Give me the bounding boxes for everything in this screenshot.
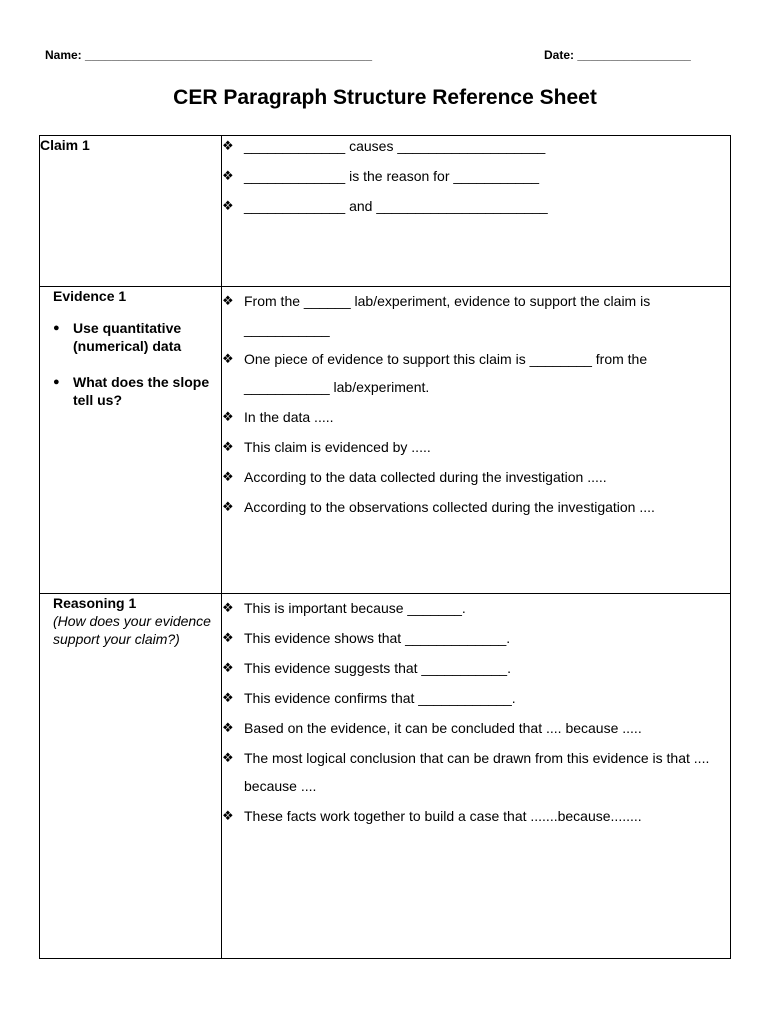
claim-item: ❖ _____________ and ______________________ <box>222 196 730 216</box>
reasoning-sentence-starters <box>222 594 731 959</box>
evidence-item: ❖ According to the data collected during the investigation ..... <box>222 463 730 491</box>
claim-sentence-starters <box>222 136 731 287</box>
date-field-label: Date: _________________ <box>544 48 691 62</box>
evidence-row <box>40 287 731 594</box>
evidence-item: ❖ In the data ..... <box>222 403 730 431</box>
reasoning-item: ❖ This is important because _______. <box>222 594 730 622</box>
reasoning-item: ❖ This evidence shows that _____________. <box>222 624 730 652</box>
claim-row <box>40 136 731 287</box>
evidence-label-cell <box>40 287 222 594</box>
evidence-item: ❖ From the ______ lab/experiment, evidence to support the claim is ___________ <box>222 287 730 343</box>
reasoning-item: ❖ These facts work together to build a case that .......because........ <box>222 802 730 830</box>
evidence-item: ❖ This claim is evidenced by ..... <box>222 433 730 461</box>
evidence-item: ❖ One piece of evidence to support this claim is ________ from the ___________ lab/experiment. <box>222 345 730 401</box>
evidence-sentence-starters <box>222 287 731 594</box>
reasoning-label: Reasoning 1 <box>53 595 137 611</box>
evidence-bullet: ● What does the slope tell us? <box>73 373 221 409</box>
reasoning-item: ❖ This evidence suggests that ___________. <box>222 654 730 682</box>
reasoning-item: ❖ This evidence confirms that ____________. <box>222 684 730 712</box>
evidence-item: ❖ According to the observations collected during the investigation .... <box>222 493 730 521</box>
claim-label-cell <box>40 136 222 287</box>
evidence-bullet: ● Use quantitative (numerical) data <box>73 319 221 355</box>
claim-item: ❖ _____________ causes ___________________ <box>222 136 730 156</box>
reasoning-item: ❖ The most logical conclusion that can be drawn from this evidence is that .... because .... <box>222 744 730 800</box>
claim-item: ❖ _____________ is the reason for ___________ <box>222 166 730 186</box>
reasoning-note: (How does your evidence support your claim?) <box>53 613 211 647</box>
page-title: CER Paragraph Structure Reference Sheet <box>173 86 597 109</box>
reasoning-label-cell <box>40 594 222 959</box>
claim-label: Claim 1 <box>40 137 90 153</box>
cer-table <box>39 135 731 959</box>
reasoning-item: ❖ Based on the evidence, it can be concluded that .... because ..... <box>222 714 730 742</box>
evidence-label: Evidence 1 <box>53 288 127 304</box>
name-field-label: Name: ___________________________________________ <box>45 48 372 62</box>
reasoning-row <box>40 594 731 959</box>
